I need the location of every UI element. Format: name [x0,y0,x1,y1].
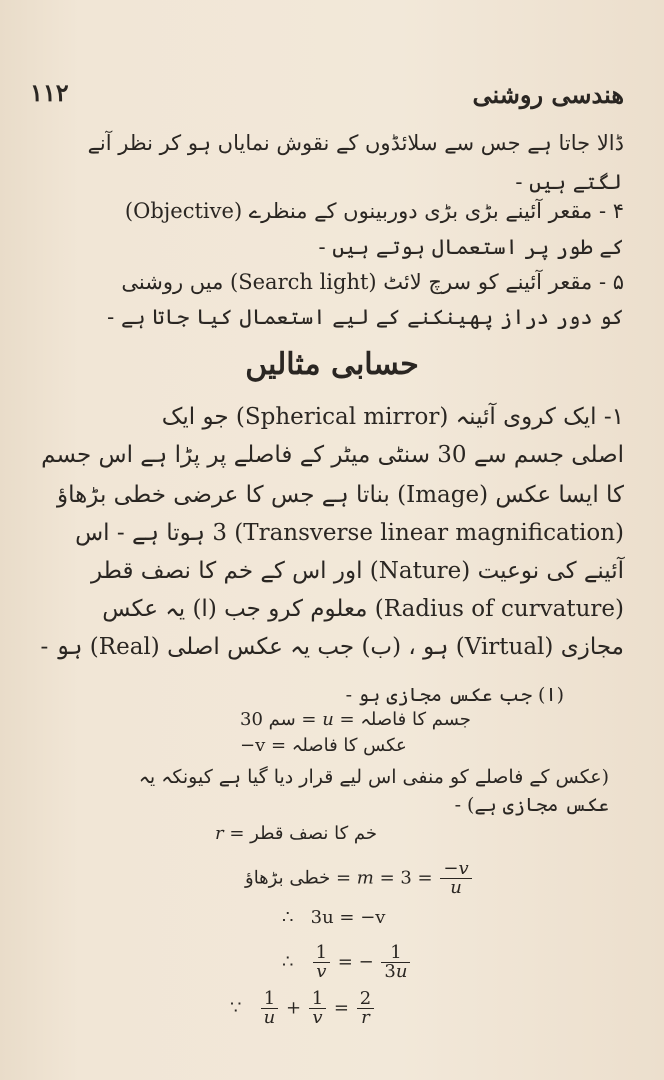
section-heading: حسابی مثالیں [245,347,419,382]
equation-v: −v = عکس کا فاصلہ [240,735,407,756]
text-line: لگتے ہیں - [515,170,622,194]
u-label: جسم کا فاصلہ [360,709,471,730]
text-line: ۵ - مقعر آئینے کو سرچ لائٹ (Search light) میں روشنی [121,270,624,294]
text-line: کو دور دراز پھینکنے کے لیے استعمال کیا جاتا ہے - [107,305,624,329]
equation-r: r = خم کا نصف قطر [215,823,378,844]
r-label: خم کا نصف قطر [250,823,378,844]
example-line: (Radius of curvature) معلوم کرو جب (ا) یہ عکس [102,596,624,622]
because-symbol: ∵ [230,997,242,1019]
text-line: ڈالا جاتا ہے جس سے سلائڈوں کے نقوش نمایاں ہو کر نظر آنے [87,131,624,155]
page-number: ۱۱۲ [30,78,69,107]
page-header [30,78,624,114]
therefore-symbol: ∴ [282,951,294,973]
equation-3u [282,906,385,930]
note-line: عکس مجازی ہے) - [454,794,609,816]
example-line: کا ایسا عکس (Image) بناتا ہے جس کا عرضی خطی بڑھاؤ [57,482,624,508]
text-line: کے طور پر استعمال ہوتے ہیں - [318,235,624,259]
v-label: عکس کا فاصلہ [291,735,407,756]
equation-magnification: خطی بڑھاؤ = m = 3 = $\frac{-v}{u}$ [245,860,474,897]
equation-mirror-formula: ∵ $\frac{1}{u}$ + $\frac{1}{v}$ = $\frac{2}{r}$ [230,990,376,1027]
u-value: 30 سم [240,709,296,730]
v-value: −v [240,735,266,756]
example-line: ۱- ایک کروی آئینہ (Spherical mirror) جو ایک [161,404,624,430]
example-line: (Transverse linear magnification) 3 ہوتا ہے - اس [75,520,624,546]
equation-u: 30 سم = u = جسم کا فاصلہ [240,709,471,730]
m-value: 3 [400,867,412,889]
note-line: (عکس کے فاصلے کو منفی اس لیے قرار دیا گیا ہے کیونکہ یہ [138,766,609,788]
case-heading: (ا) جب عکس مجازی ہو - [345,684,564,706]
eq-3u: 3u = −v [310,907,386,928]
therefore-symbol: ∴ [282,907,294,928]
fraction: $\frac{-v}{u}$ [440,860,471,897]
example-line: مجازی (Virtual) ہو ، (ب) جب یہ عکس اصلی (Real) ہو - [40,634,624,660]
running-title: ھندسی روشنی [472,80,624,109]
text-line: ۴ - مقعر آئینے بڑی بڑی دوربینوں کے منظرے (Objective) [124,199,624,223]
example-line: اصلی جسم سے 30 سنٹی میٹر کے فاصلے پر پڑا ہے اس جسم [41,442,624,468]
example-line: آئینے کی نوعیت (Nature) اور اس کے خم کا نصف قطر [90,558,624,584]
m-label: خطی بڑھاؤ [245,867,331,889]
equation-inverse-v: ∴ $\frac{1}{v}$ = − $\frac{1}{3u}$ [282,944,412,981]
